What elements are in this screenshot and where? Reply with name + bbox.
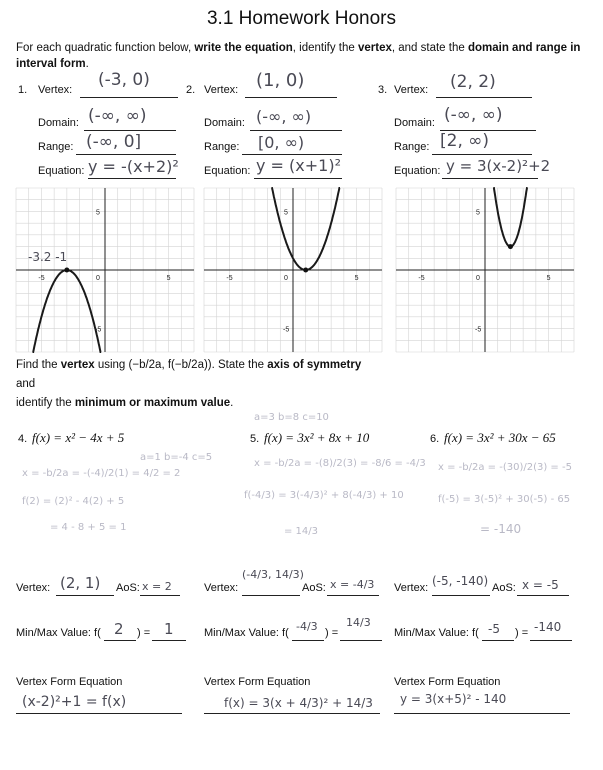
- instructions-text: For each quadratic function below,: [16, 42, 195, 54]
- graph-3: [396, 188, 574, 352]
- work-line: = -140: [480, 522, 522, 536]
- tick-label: 0: [476, 275, 480, 282]
- tick-label: 5: [354, 275, 359, 282]
- aos-label: AoS:: [302, 582, 326, 594]
- instructions-text: , and state the: [391, 42, 468, 54]
- vertex-point: [508, 244, 513, 249]
- aos-line: [327, 595, 379, 596]
- minmax-value-answer[interactable]: -140: [534, 620, 562, 634]
- work-line: x = -b/2a = -(8)/2(3) = -8/6 = -4/3: [254, 458, 426, 469]
- section2-text: and: [16, 378, 36, 390]
- section2-bold: axis of symmetry: [267, 359, 362, 371]
- tick-label: 0: [96, 275, 100, 282]
- vertex-label: Vertex:: [204, 582, 239, 594]
- work-line: a=3 b=8 c=10: [254, 412, 329, 423]
- minmax-x-line: [104, 640, 136, 641]
- problem-number: 6.: [430, 433, 440, 445]
- section2-text: using (−b/2a, f(−b/2a)). State the: [94, 359, 268, 371]
- minmax-value-answer[interactable]: 1: [164, 620, 174, 638]
- function-text: f(x) = x² − 4x + 5: [32, 430, 125, 445]
- vertex-label: Vertex:: [16, 582, 51, 594]
- range-label: Range:: [38, 141, 74, 153]
- graph-1: [16, 188, 194, 352]
- instructions-text: , identify the: [292, 42, 358, 54]
- minmax-value-line: [530, 640, 572, 641]
- range-answer[interactable]: [0, ∞): [258, 133, 305, 152]
- domain-label: Domain:: [204, 117, 245, 129]
- tick-label: -5: [475, 326, 482, 334]
- tick-label: -5: [226, 275, 233, 282]
- range-label: Range:: [204, 141, 240, 153]
- vertex-point: [64, 268, 69, 273]
- vertex-form-line: [394, 713, 570, 714]
- work-line: f(2) = (2)² - 4(2) + 5: [22, 496, 125, 507]
- vertex-label: Vertex:: [38, 84, 73, 96]
- problem-number: 5.: [250, 433, 260, 445]
- domain-answer[interactable]: (-∞, ∞): [444, 105, 503, 125]
- vertex-answer[interactable]: (-4/3, 14/3): [242, 568, 304, 581]
- vertex-line: [242, 595, 300, 596]
- section2-bold: vertex: [60, 359, 95, 371]
- page-title: 3.1 Homework Honors: [206, 8, 397, 29]
- vertex-form-answer[interactable]: y = 3(x+5)² - 140: [400, 692, 507, 706]
- vertex-form-label: Vertex Form Equation: [394, 676, 501, 688]
- vertex-label: Vertex:: [204, 84, 239, 96]
- minmax-x-answer[interactable]: 2: [114, 620, 124, 638]
- problem-number: 3.: [378, 84, 388, 96]
- domain-label: Domain:: [394, 117, 435, 129]
- equation-answer[interactable]: y = -(x+2)²: [88, 157, 179, 176]
- tick-label: -5: [418, 275, 425, 282]
- function-text: f(x) = 3x² + 30x − 65: [444, 430, 556, 445]
- vertex-form-label: Vertex Form Equation: [204, 676, 311, 688]
- minmax-x-line: [292, 640, 324, 641]
- vertex-form-answer[interactable]: (x-2)²+1 = f(x): [22, 694, 127, 710]
- work-line: = 4 - 8 + 5 = 1: [50, 522, 127, 533]
- vertex-answer[interactable]: (2, 2): [450, 72, 496, 92]
- aos-line: [140, 595, 180, 596]
- minmax-equals: ) =: [515, 627, 529, 639]
- work-line: f(-4/3) = 3(-4/3)² + 8(-4/3) + 10: [244, 490, 404, 501]
- minmax-equals: ) =: [137, 627, 151, 639]
- graph-1-note: -3.2 -1: [28, 250, 68, 264]
- vertex-form-line: [16, 713, 182, 714]
- range-answer[interactable]: (-∞, 0]: [86, 132, 142, 152]
- equation-label: Equation:: [204, 165, 251, 177]
- work-line: a=1 b=-4 c=5: [140, 452, 213, 463]
- minmax-label: Min/Max Value: f(: [204, 627, 289, 639]
- vertex-form-label: Vertex Form Equation: [16, 676, 123, 688]
- vertex-point: [303, 268, 308, 273]
- section2-bold: minimum or maximum value: [74, 397, 231, 409]
- vertex-answer[interactable]: (1, 0): [256, 70, 305, 91]
- section2-text: .: [230, 397, 234, 409]
- minmax-value-answer[interactable]: 14/3: [346, 616, 371, 629]
- section2-line-2: [16, 394, 376, 413]
- instructions-text: .: [85, 58, 89, 70]
- vertex-form-line: [204, 713, 380, 714]
- aos-label: AoS:: [116, 582, 140, 594]
- domain-answer[interactable]: (-∞, ∞): [256, 107, 312, 126]
- vertex-label: Vertex:: [394, 84, 429, 96]
- work-line: x = -b/2a = -(30)/2(3) = -5: [438, 462, 572, 473]
- minmax-label: Min/Max Value: f(: [394, 627, 479, 639]
- function-text: f(x) = 3x² + 8x + 10: [264, 430, 370, 445]
- vertex-label: Vertex:: [394, 582, 429, 594]
- section2-text: identify the: [16, 397, 75, 409]
- tick-label: -5: [38, 275, 45, 282]
- aos-label: AoS:: [492, 582, 516, 594]
- minmax-x-answer[interactable]: -4/3: [296, 620, 318, 633]
- tick-label: 5: [166, 275, 171, 282]
- domain-label: Domain:: [38, 117, 79, 129]
- minmax-x-answer[interactable]: -5: [488, 622, 500, 636]
- range-answer[interactable]: [2, ∞): [440, 131, 490, 151]
- tick-label: 5: [476, 209, 480, 217]
- tick-label: 0: [284, 275, 288, 282]
- tick-label: 5: [96, 209, 100, 217]
- section2-line-1: [16, 356, 376, 394]
- problem-number: 2.: [186, 84, 196, 96]
- minmax-value-line: [340, 640, 382, 641]
- equation-answer[interactable]: y = 3(x-2)²+2: [446, 157, 551, 175]
- domain-answer[interactable]: (-∞, ∞): [88, 106, 147, 126]
- work-line: f(-5) = 3(-5)² + 30(-5) - 65: [438, 494, 571, 505]
- graph-2: [204, 188, 382, 352]
- tick-label: -5: [95, 326, 102, 334]
- problem-number: 1.: [18, 84, 28, 96]
- aos-answer[interactable]: x = 2: [142, 580, 172, 593]
- instructions-bold: write the equation: [194, 42, 293, 54]
- vertex-line: [56, 595, 114, 596]
- tick-label: 5: [546, 275, 551, 282]
- equation-label: Equation:: [394, 165, 441, 177]
- vertex-form-answer[interactable]: f(x) = 3(x + 4/3)² + 14/3: [224, 696, 373, 710]
- problem-number: 4.: [18, 433, 28, 445]
- vertex-answer[interactable]: (2, 1): [60, 574, 101, 592]
- instructions-bold: domain and range in interval form: [16, 42, 581, 70]
- section2-instructions: [16, 356, 376, 413]
- aos-line: [517, 595, 569, 596]
- vertex-answer[interactable]: (-3, 0): [98, 70, 150, 90]
- vertex-answer[interactable]: (-5, -140): [432, 574, 489, 588]
- work-line: x = -b/2a = -(-4)/2(1) = 4/2 = 2: [22, 468, 181, 479]
- tick-label: 5: [284, 209, 288, 217]
- equation-answer[interactable]: y = (x+1)²: [256, 156, 341, 175]
- vertex-line: [432, 595, 490, 596]
- instructions-bold: vertex: [357, 42, 392, 54]
- work-line: = 14/3: [284, 526, 319, 537]
- minmax-label: Min/Max Value: f(: [16, 627, 101, 639]
- range-label: Range:: [394, 141, 430, 153]
- minmax-value-line: [152, 640, 186, 641]
- minmax-equals: ) =: [325, 627, 339, 639]
- equation-label: Equation:: [38, 165, 85, 177]
- aos-answer[interactable]: x = -5: [522, 578, 559, 592]
- aos-answer[interactable]: x = -4/3: [330, 578, 375, 591]
- section2-text: Find the: [16, 359, 61, 371]
- tick-label: -5: [283, 326, 290, 334]
- minmax-x-line: [482, 640, 514, 641]
